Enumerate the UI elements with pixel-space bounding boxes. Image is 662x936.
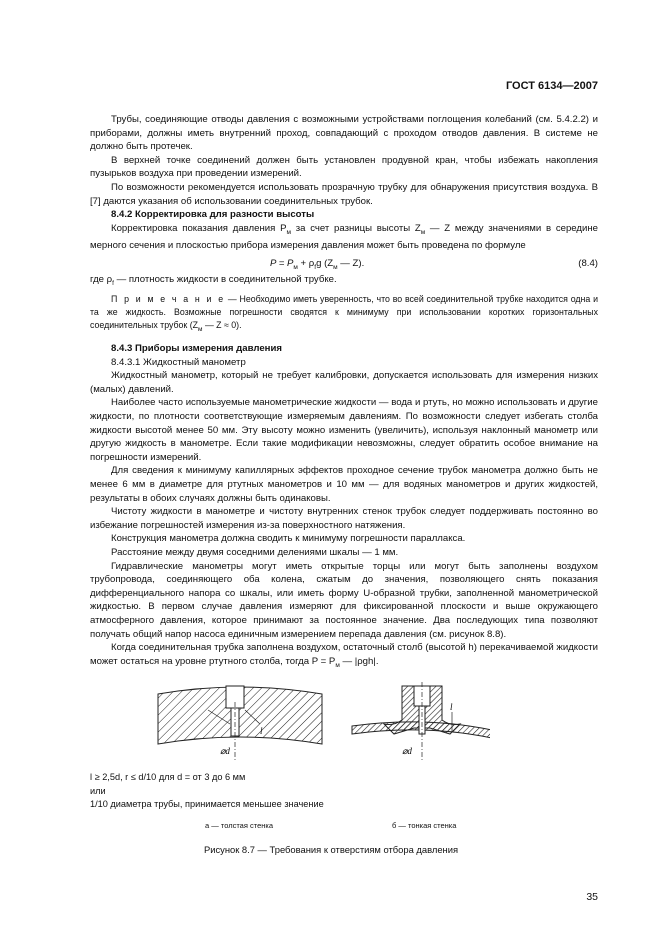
figure-note: или [90, 785, 106, 796]
paragraph: В верхней точке соединений должен быть установлен продувной кран, чтобы избежать накопления пузырьков воздуха при проведении измерений. [90, 154, 598, 180]
document-header: ГОСТ 6134—2007 [505, 80, 598, 92]
page-number: 35 [586, 891, 598, 903]
figure-note: l ≥ 2,5d, r ≤ d/10 для d = от 3 до 6 мм [90, 772, 246, 782]
label-l: l [260, 726, 263, 736]
paragraph: По возможности рекомендуется использовать прозрачную трубку для обнаружения присутствия воздуха. В [7] даются указания об использовании соединительных трубок. [90, 181, 598, 207]
figure-caption: Рисунок 8.7 — Требования к отверстиям отбора давления [203, 844, 459, 855]
paragraph: Гидравлические манометры могут иметь открытые торцы или могут быть заполнены воздухом трубопровода, соединяющего оба колена, сжатым до значения, позволяющего снять показания дифференциального напора со шкалы, или иметь форму U-образной трубки, заполненной манометрической жидкостью. В первом случае давления измеряют для фиксированной плоскости и выше окружающего атмосферного давления, которое принимают за постоянное значение. Два последующих типа позволяют получать общий напор насоса единичным измерением перепада давления (см. рисунок 8.8). [90, 560, 598, 640]
formula-number: (8.4) [578, 257, 598, 269]
figure-notes [90, 771, 324, 812]
paragraph: Жидкостный манометр, который не требует калибровки, допускается использовать для измерения низких (малых) давлений. [90, 370, 598, 395]
label-d-thin: ⌀d [402, 746, 412, 756]
figure-note: 1/10 диаметра трубы, принимается меньшее значение [90, 799, 324, 809]
paragraph: Корректировка показания давления $P_м$ за счет разницы высоты $Z_м$ — Z между значениями в середине мерного сечения и плоскостью прибора измерения давления может быть проведена по формуле [90, 222, 599, 252]
section-title-843: 8.4.3 Приборы измерения давления [111, 343, 282, 355]
thin-wall-drawing [352, 682, 490, 760]
formula-8-4 [90, 255, 598, 273]
main-text [90, 113, 598, 672]
pressure-tapping-figure [150, 672, 490, 772]
paragraph: Чистоту жидкости в манометре и чистоту внутренних стенок трубок следует поддерживать постоянно во избежание погрешностей измерения из-за поверхностного натяжения. [90, 506, 598, 531]
paragraph: Для сведения к минимуму капиллярных эффектов проходное сечение трубок манометра должно быть не менее 6 мм в диаметре для ртутных манометров и 10 мм — для водяных манометров и других жидкостей, результаты в обоих случаях должны быть одинаковы. [90, 465, 598, 504]
section-title-842: 8.4.2 Корректировка для разности высоты [111, 209, 315, 221]
paragraph: Трубы, соединяющие отводы давления с возможными устройствами поглощения колебаний (см. 5.4.2.2) и приборами, должны иметь внутренний проход, совпадающий с проходом отводов давления. В системе не должно быть протечек. [90, 114, 598, 153]
paragraph: Когда соединительная трубка заполнена воздухом, остаточный столб (высотой h) перекачиваемой жидкости может остаться на уровне ртутного столба, тогда $P = P_м$ — |ρgh|. [90, 642, 598, 669]
paragraph: Конструкция манометра должна сводить к минимуму погрешности параллакса. [111, 533, 466, 545]
thick-wall-drawing [158, 686, 322, 760]
paragraph: Расстояние между двумя соседними делениями шкалы — 1 мм. [111, 547, 399, 558]
label-l-thin: l [450, 702, 453, 712]
paragraph: где $\rho_f$ — плотность жидкости в соединительной трубке. [90, 273, 337, 287]
formula-expression: $P = P_м + \rho_fg$ ($Z_м$ — Z). [270, 257, 365, 271]
note: П р и м е ч а н и е — Необходимо иметь уверенность, что во всей соединительной трубке находится одна и та же жидкость. Возможные погрешности сводятся к минимуму при использовании коротких горизонтальных соединительных трубок ($Z_м$ — Z ≈ 0). [90, 294, 598, 334]
subfigure-label-a: а — толстая стенка [205, 821, 274, 830]
subsection-title: 8.4.3.1 Жидкостный манометр [111, 356, 246, 368]
subfigure-label-b: б — тонкая стенка [392, 821, 457, 830]
label-d: ⌀d [220, 746, 230, 756]
paragraph: Наиболее часто используемые манометрические жидкости — вода и ртуть, но можно использовать и другие жидкости, по плотности соответствующие измеряемым давлениям. По возможности следует избегать столба жидкости высотой менее 50 мм. Эту высоту можно изменить (увеличить), используя наклонный манометр или другую жидкость в манометре. Если такие модификации невозможны, следует обратить особое внимание на погрешности измерений. [90, 397, 598, 463]
